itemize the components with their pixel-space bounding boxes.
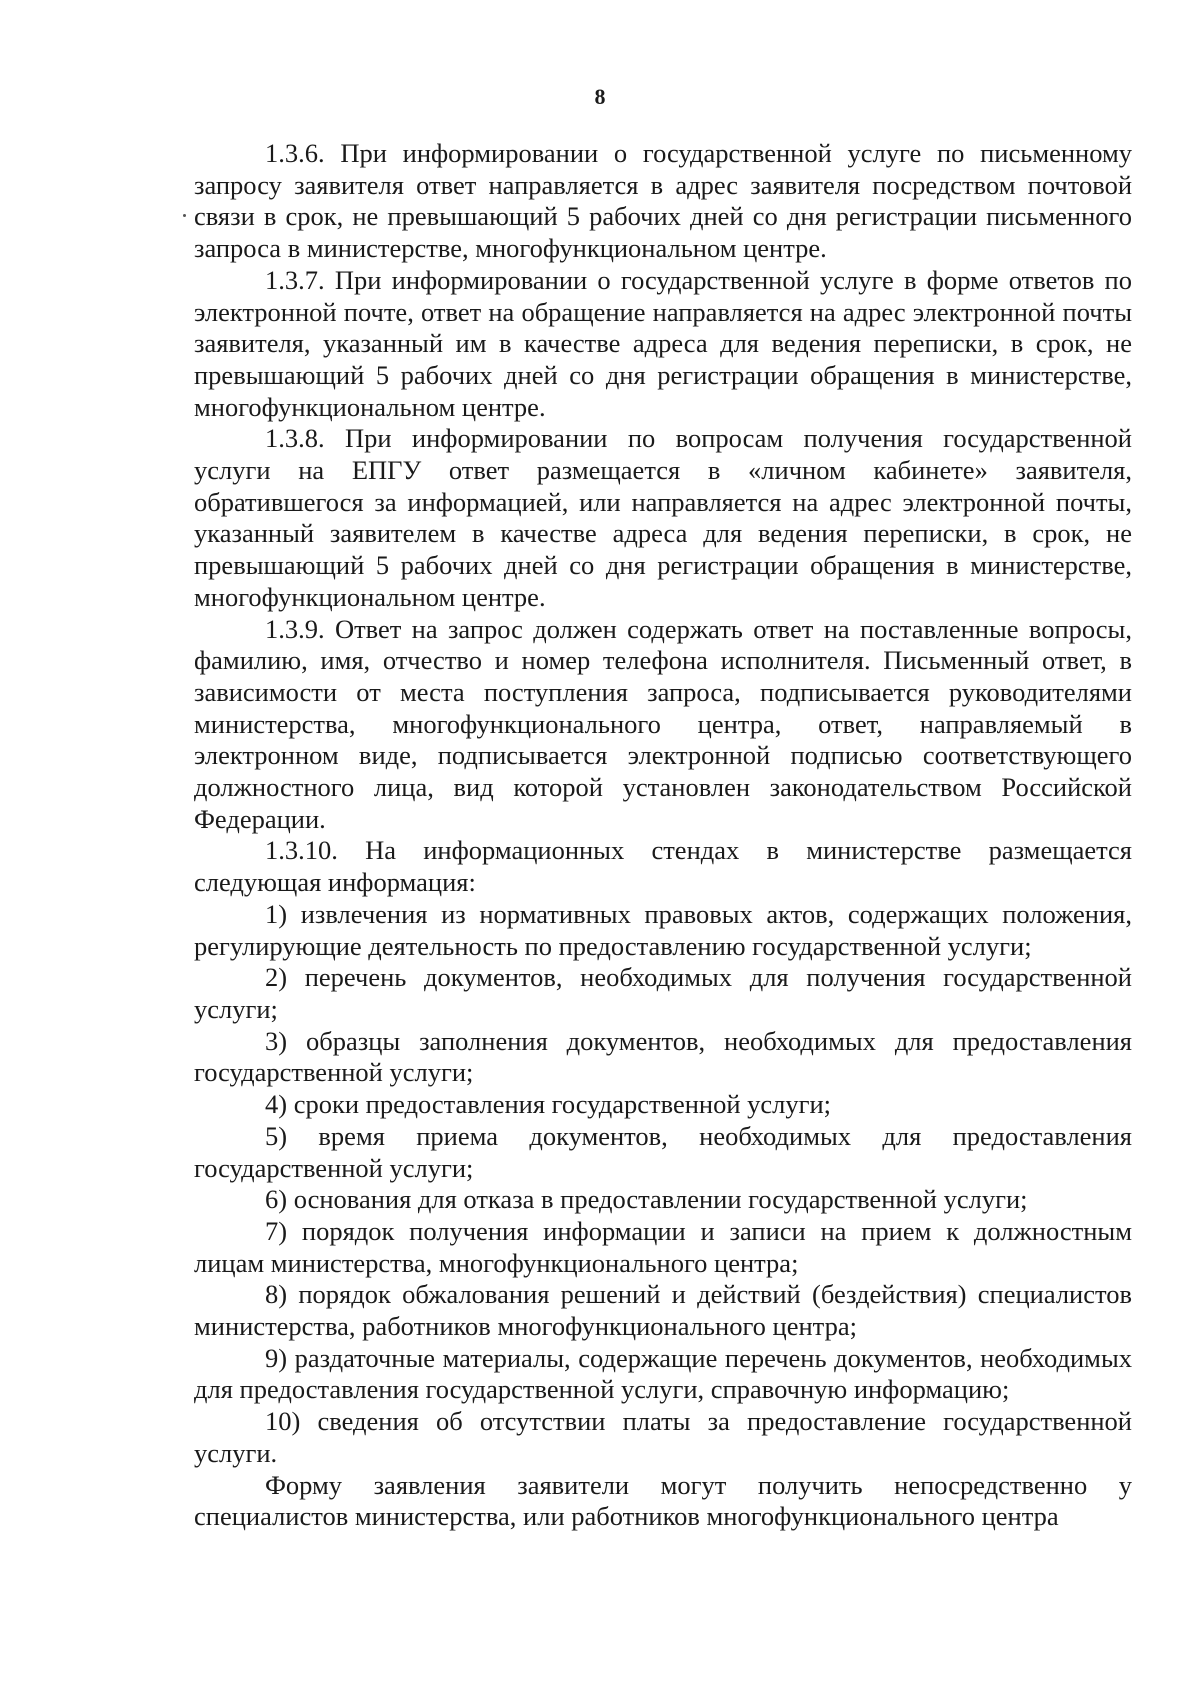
- list-item-10: 10) сведения об отсутствии платы за предоставление государственной услуги.: [194, 1406, 1132, 1468]
- paragraph-1-3-10: 1.3.10. На информационных стендах в министерстве размещается следующая информация:: [194, 835, 1132, 898]
- paragraph-1-3-8: 1.3.8. При информировании по вопросам получения государственной услуги на ЕПГУ ответ размещается в «личном кабинете» заявителя, обратившегося за информацией, или направляется на адрес электронной почты, указанный заявителем в качестве адреса для ведения переписки, в срок, не превышающий 5 рабочих дней со дня регистрации обращения в министерстве, многофункциональном центре.: [194, 423, 1132, 612]
- list-item-7: 7) порядок получения информации и записи на прием к должностным лицам министерства, многофункционального центра;: [194, 1215, 1132, 1278]
- paragraph-1-3-7: 1.3.7. При информировании о государственной услуге в форме ответов по электронной почте, ответ на обращение направляется на адрес электронной почты заявителя, указанный им в качестве адреса для ведения переписки, в срок, не превышающий 5 рабочих дней со дня регистрации обращения в министерстве, многофункциональном центре.: [194, 264, 1132, 422]
- list-item-1: 1) извлечения из нормативных правовых актов, содержащих положения, регулирующие деятельность по предоставлению государственной услуги;: [194, 898, 1132, 961]
- list-item-2: 2) перечень документов, необходимых для получения государственной услуги;: [194, 962, 1132, 1024]
- page-number: 8: [594, 84, 606, 109]
- document-body: [194, 138, 1132, 1533]
- list-item-5: 5) время приема документов, необходимых для предоставления государственной услуги;: [194, 1120, 1132, 1183]
- list-item-9: 9) раздаточные материалы, содержащие перечень документов, необходимых для предоставления государственной услуги, справочную информацию;: [194, 1342, 1132, 1405]
- list-item-3: 3) образцы заполнения документов, необходимых для предоставления государственной услуги;: [194, 1025, 1132, 1088]
- scan-speck: [183, 214, 186, 217]
- list-item-4: 4) сроки предоставления государственной услуги;: [265, 1089, 832, 1120]
- paragraph-application-form: Форму заявления заявители могут получить непосредственно у специалистов министерства, или работников многофункционального центра: [194, 1469, 1132, 1532]
- list-item-8: 8) порядок обжалования решений и действий (бездействия) специалистов министерства, работников многофункционального центра;: [194, 1279, 1132, 1342]
- paragraph-1-3-6: 1.3.6. При информировании о государственной услуге по письменному запросу заявителя ответ направляется в адрес заявителя посредством почтовой связи в срок, не превышающий 5 рабочих дней со дня регистрации письменного запроса в министерстве, многофункциональном центре.: [194, 138, 1132, 264]
- paragraph-1-3-9: 1.3.9. Ответ на запрос должен содержать ответ на поставленные вопросы, фамилию, имя, отчество и номер телефона исполнителя. Письменный ответ, в зависимости от места поступления запроса, подписывается руководителями министерства, многофункционального центра, ответ, направляемый в электронном виде, подписывается электронной подписью соответствующего должностного лица, вид которой установлен законодательством Российской Федерации.: [194, 613, 1132, 834]
- list-item-6: 6) основания для отказа в предоставлении государственной услуги;: [265, 1184, 1028, 1215]
